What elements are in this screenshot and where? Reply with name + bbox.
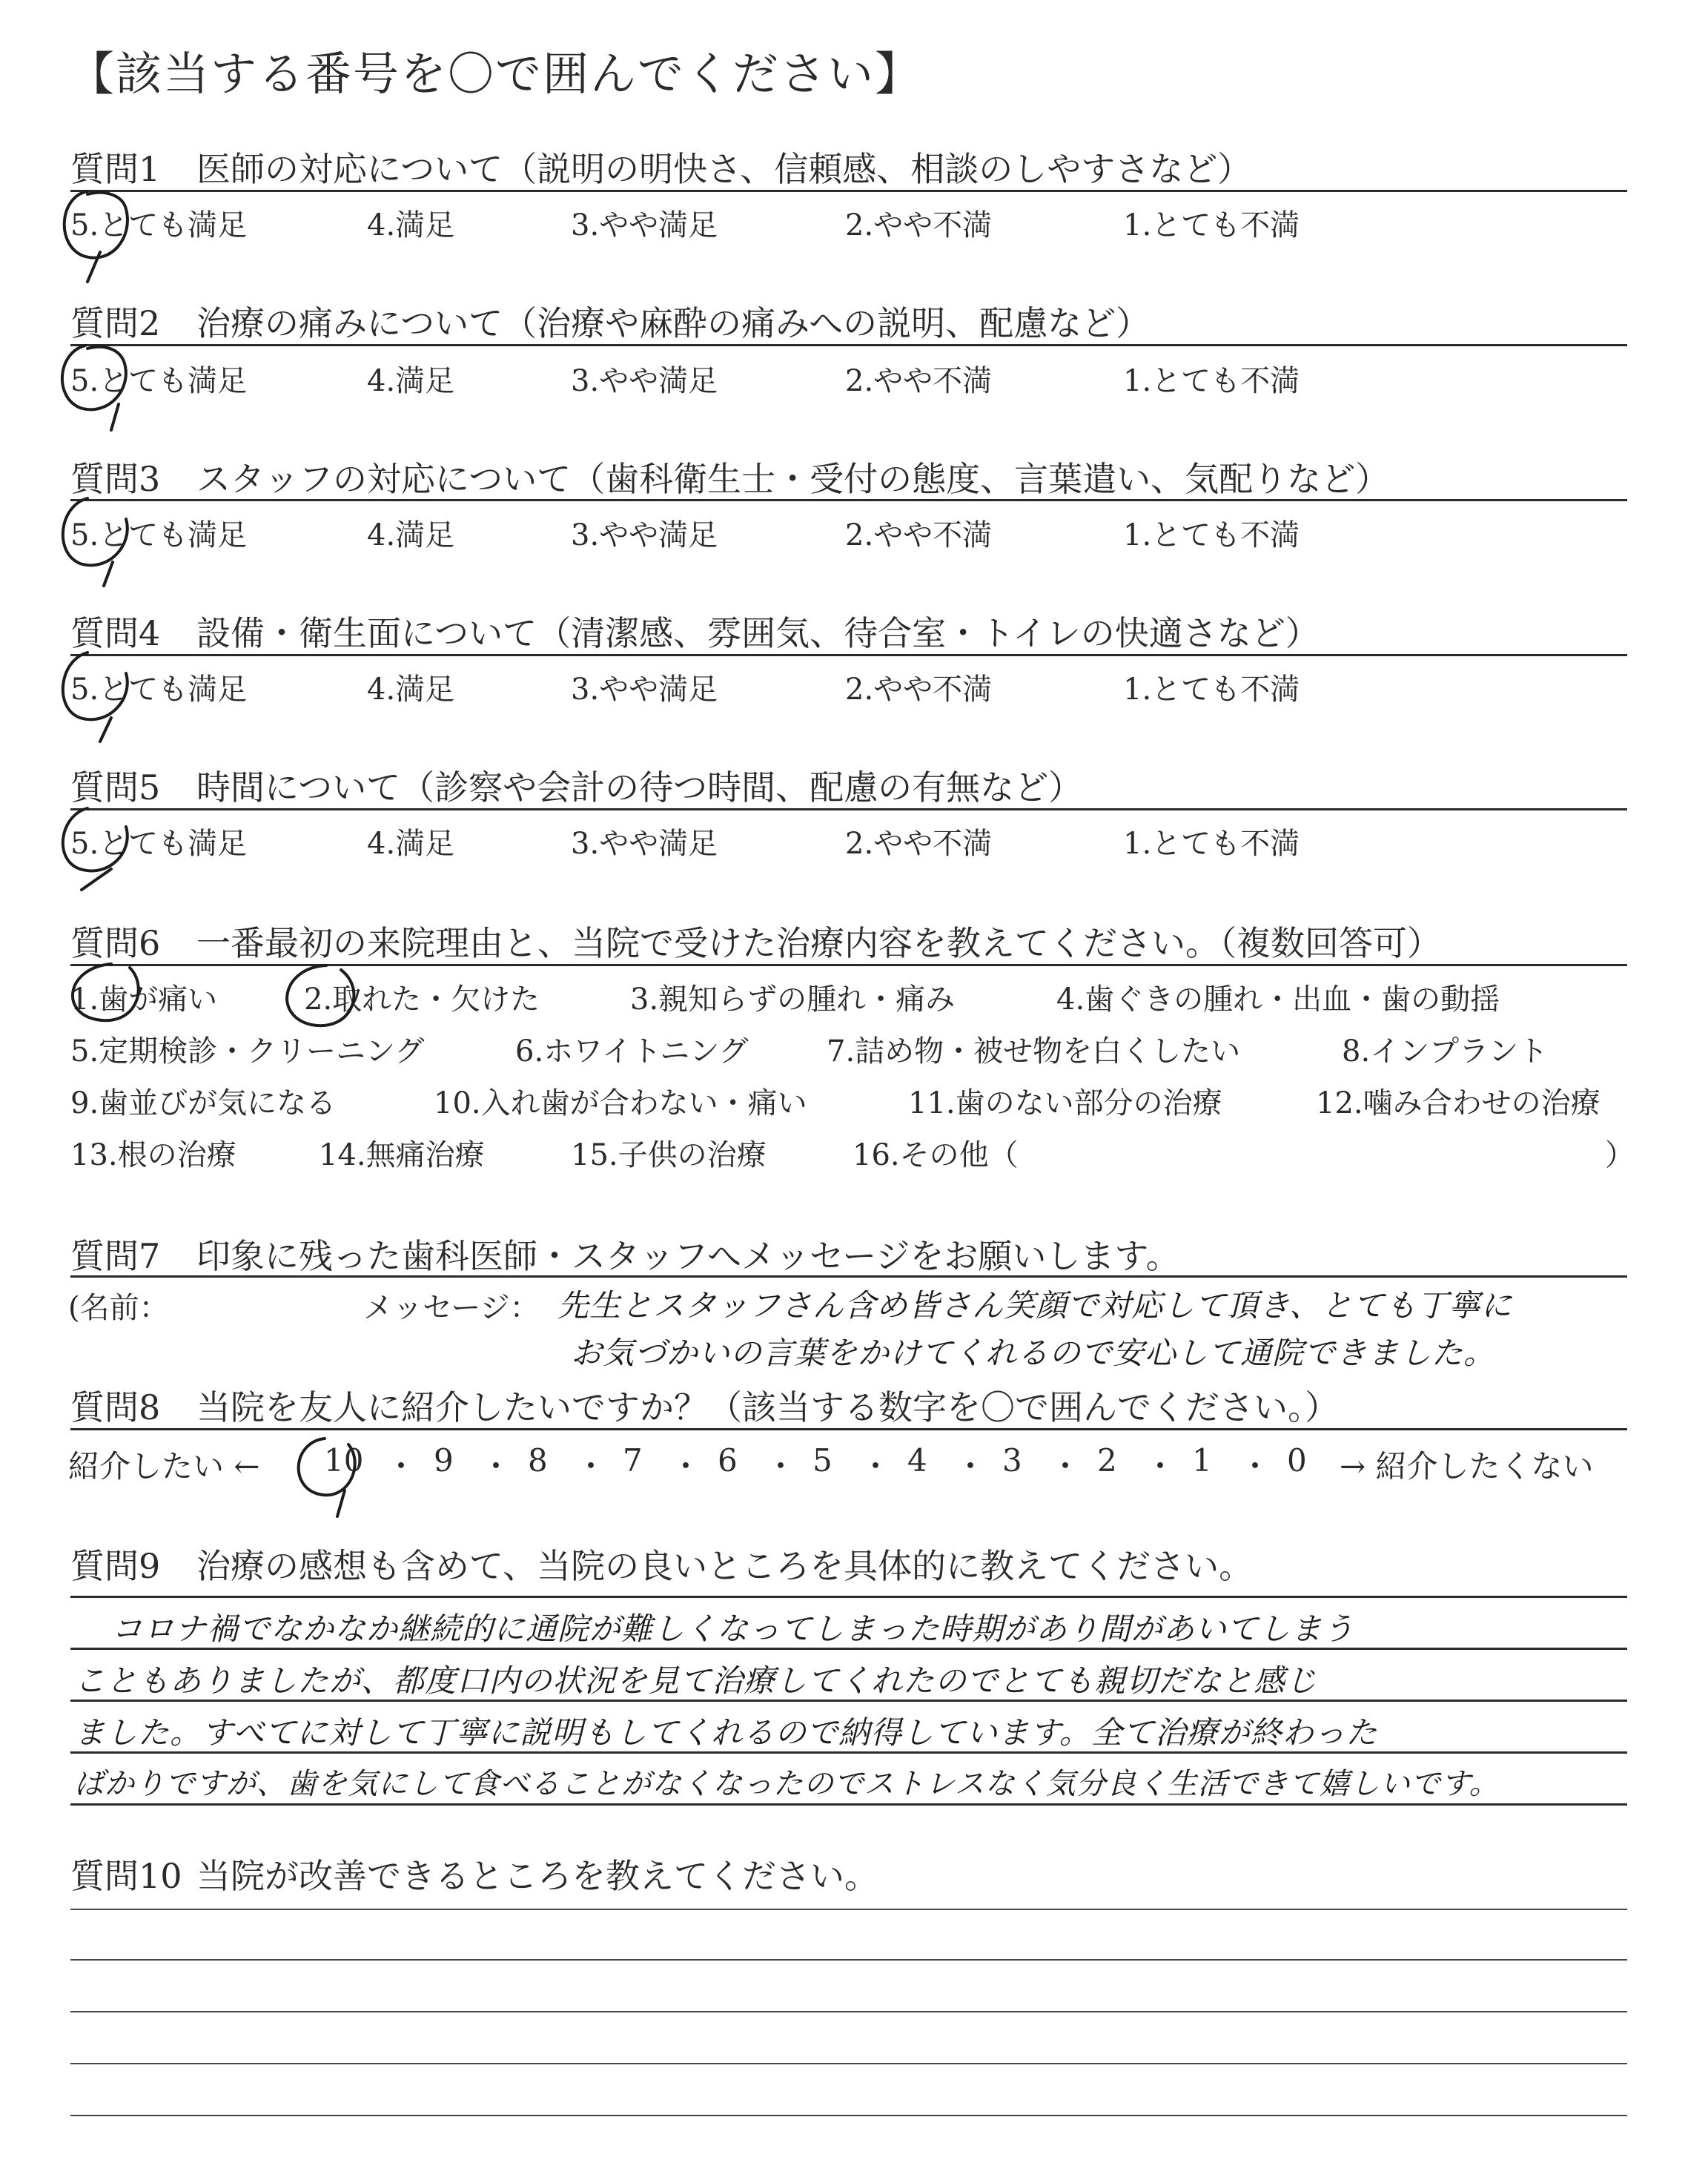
q8-selection-circle	[299, 1439, 355, 1516]
scale-4[interactable]: 4	[907, 1442, 927, 1479]
scale-2[interactable]: 2	[1097, 1442, 1117, 1479]
answer-handwriting-line-4: ばかりですが、歯を気にして食べることがなくなったのでストレスなく気分良く生活できて嬉しいです。	[74, 1767, 1500, 1801]
option-3[interactable]: 3.やや満足	[571, 364, 718, 398]
option-2[interactable]: 2.やや不満	[845, 208, 993, 242]
question-number: 質問2	[70, 303, 161, 343]
option-1[interactable]: 1.とても不満	[1123, 518, 1300, 552]
scale-dot: ・	[765, 1448, 797, 1484]
q6-other-close-paren: ）	[1605, 1138, 1635, 1172]
q6-option-10[interactable]: 10.入れ歯が合わない・痛い	[434, 1086, 807, 1120]
scale-1[interactable]: 1	[1192, 1442, 1212, 1479]
page-title: 【該当する番号を〇で囲んでください】	[68, 47, 923, 101]
option-1[interactable]: 1.とても不満	[1123, 673, 1300, 707]
scale-right-label: → 紹介したくない	[1340, 1448, 1594, 1484]
option-4[interactable]: 4.満足	[367, 208, 455, 242]
question-number: 質問6	[70, 923, 161, 963]
scale-left-label: 紹介したい ←	[68, 1448, 260, 1484]
q1-selection-circle	[64, 191, 128, 282]
message-label: メッセージ：	[363, 1291, 540, 1325]
scale-9[interactable]: 9	[434, 1442, 454, 1479]
scale-8[interactable]: 8	[528, 1442, 548, 1479]
q6-option-8[interactable]: 8.インプラント	[1342, 1034, 1549, 1069]
option-1[interactable]: 1.とても不満	[1123, 364, 1300, 398]
q6-option-7[interactable]: 7.詰め物・被せ物を白くしたい	[827, 1034, 1241, 1069]
scale-3[interactable]: 3	[1002, 1442, 1022, 1479]
q4-selection-circle	[63, 653, 128, 742]
question-text: 当院が改善できるところを教えてください。	[196, 1856, 878, 1896]
question-text: スタッフの対応について（歯科衛生士・受付の態度、言葉遣い、気配りなど）	[196, 459, 1390, 499]
question-number: 質問7	[70, 1236, 161, 1276]
q6-option-3[interactable]: 3.親知らずの腫れ・痛み	[630, 982, 956, 1017]
q6-option-6[interactable]: 6.ホワイトニング	[515, 1034, 749, 1069]
question-text: 当院を友人に紹介したいですか？（該当する数字を〇で囲んでください。）	[196, 1387, 1339, 1427]
option-3[interactable]: 3.やや満足	[571, 827, 718, 861]
option-4[interactable]: 4.満足	[367, 827, 455, 861]
option-2[interactable]: 2.やや不満	[845, 673, 993, 707]
q6-option-5[interactable]: 5.定期検診・クリーニング	[70, 1034, 425, 1069]
option-3[interactable]: 3.やや満足	[571, 518, 718, 552]
question-number: 質問3	[70, 459, 161, 499]
scale-0[interactable]: 0	[1287, 1442, 1307, 1479]
option-4[interactable]: 4.満足	[367, 364, 455, 398]
message-handwriting-line-1: 先生とスタッフさん含め皆さん笑顔で対応して頂き、とても丁寧に	[557, 1287, 1513, 1324]
option-5[interactable]: 5.とても満足	[70, 518, 248, 552]
scale-dot: ・	[385, 1448, 417, 1484]
q6-selection-circle-2	[287, 965, 354, 1025]
scale-7[interactable]: 7	[623, 1442, 643, 1479]
scale-dot: ・	[480, 1448, 512, 1484]
question-text: 時間について（診察や会計の待つ時間、配慮の有無など）	[196, 767, 1083, 807]
option-2[interactable]: 2.やや不満	[845, 518, 993, 552]
scale-dot: ・	[575, 1448, 607, 1484]
q6-option-11[interactable]: 11.歯のない部分の治療	[908, 1086, 1222, 1120]
option-1[interactable]: 1.とても不満	[1123, 827, 1300, 861]
scale-dot: ・	[1050, 1448, 1082, 1484]
answer-handwriting-line-2: こともありましたが、都度口内の状況を見て治療してくれたのでとても親切だなと感じ	[74, 1662, 1318, 1699]
option-3[interactable]: 3.やや満足	[571, 208, 718, 242]
scale-dot: ・	[1145, 1448, 1176, 1484]
option-4[interactable]: 4.満足	[367, 673, 455, 707]
option-5[interactable]: 5.とても満足	[70, 208, 248, 242]
question-text: 印象に残った歯科医師・スタッフへメッセージをお願いします。	[196, 1236, 1180, 1276]
scale-dot: ・	[955, 1448, 987, 1484]
q6-option-15[interactable]: 15.子供の治療	[571, 1138, 767, 1172]
question-text: 治療の感想も含めて、当院の良いところを具体的に教えてください。	[196, 1546, 1254, 1586]
option-1[interactable]: 1.とても不満	[1123, 208, 1300, 242]
scale-dot: ・	[670, 1448, 702, 1484]
scale-dot: ・	[1239, 1448, 1271, 1484]
q6-option-4[interactable]: 4.歯ぐきの腫れ・出血・歯の動揺	[1056, 982, 1500, 1017]
scale-6[interactable]: 6	[718, 1442, 738, 1479]
scale-5[interactable]: 5	[812, 1442, 833, 1479]
q6-option-1[interactable]: 1.歯が痛い	[70, 982, 218, 1017]
name-label: (名前：	[68, 1291, 169, 1325]
option-5[interactable]: 5.とても満足	[70, 673, 248, 707]
scale-dot: ・	[860, 1448, 892, 1484]
option-4[interactable]: 4.満足	[367, 518, 455, 552]
option-5[interactable]: 5.とても満足	[70, 364, 248, 398]
answer-handwriting-line-1: コロナ禍でなかなか継続的に通院が難しくなってしまった時期があり間があいてしまう	[111, 1611, 1355, 1647]
scale-10[interactable]: 10	[324, 1442, 364, 1479]
q6-option-14[interactable]: 14.無痛治療	[319, 1138, 485, 1172]
option-2[interactable]: 2.やや不満	[845, 364, 993, 398]
question-number: 質問1	[70, 149, 161, 189]
question-text: 設備・衛生面について（清潔感、雰囲気、待合室・トイレの快適さなど）	[196, 613, 1320, 653]
q6-selection-circle-1	[73, 964, 139, 1020]
question-number: 質問9	[70, 1546, 161, 1586]
q6-option-12[interactable]: 12.噛み合わせの治療	[1316, 1086, 1601, 1120]
question-number: 質問8	[70, 1387, 161, 1427]
q5-selection-circle	[63, 808, 128, 890]
option-5[interactable]: 5.とても満足	[70, 827, 248, 861]
q3-selection-circle	[63, 498, 128, 586]
question-number: 質問4	[70, 613, 161, 653]
q6-option-16[interactable]: 16.その他（	[853, 1138, 1019, 1172]
q6-option-13[interactable]: 13.根の治療	[70, 1138, 236, 1172]
question-text: 医師の対応について（説明の明快さ、信頼感、相談のしやすさなど）	[196, 149, 1252, 189]
option-2[interactable]: 2.やや不満	[845, 827, 993, 861]
question-number: 質問10	[70, 1856, 182, 1896]
q6-option-9[interactable]: 9.歯並びが気になる	[70, 1086, 337, 1120]
answer-handwriting-line-3: ました。すべてに対して丁寧に説明もしてくれるので納得しています。全て治療が終わった	[74, 1714, 1378, 1751]
option-3[interactable]: 3.やや満足	[571, 673, 718, 707]
question-text: 一番最初の来院理由と、当院で受けた治療内容を教えてください。（複数回答可）	[196, 923, 1441, 963]
question-text: 治療の痛みについて（治療や麻酔の痛みへの説明、配慮など）	[196, 303, 1151, 343]
message-handwriting-line-2: お気づかいの言葉をかけてくれるので安心して通院できました。	[571, 1335, 1496, 1371]
q6-option-2[interactable]: 2.取れた・欠けた	[304, 982, 540, 1017]
question-number: 質問5	[70, 767, 161, 807]
q2-selection-circle	[62, 346, 126, 430]
